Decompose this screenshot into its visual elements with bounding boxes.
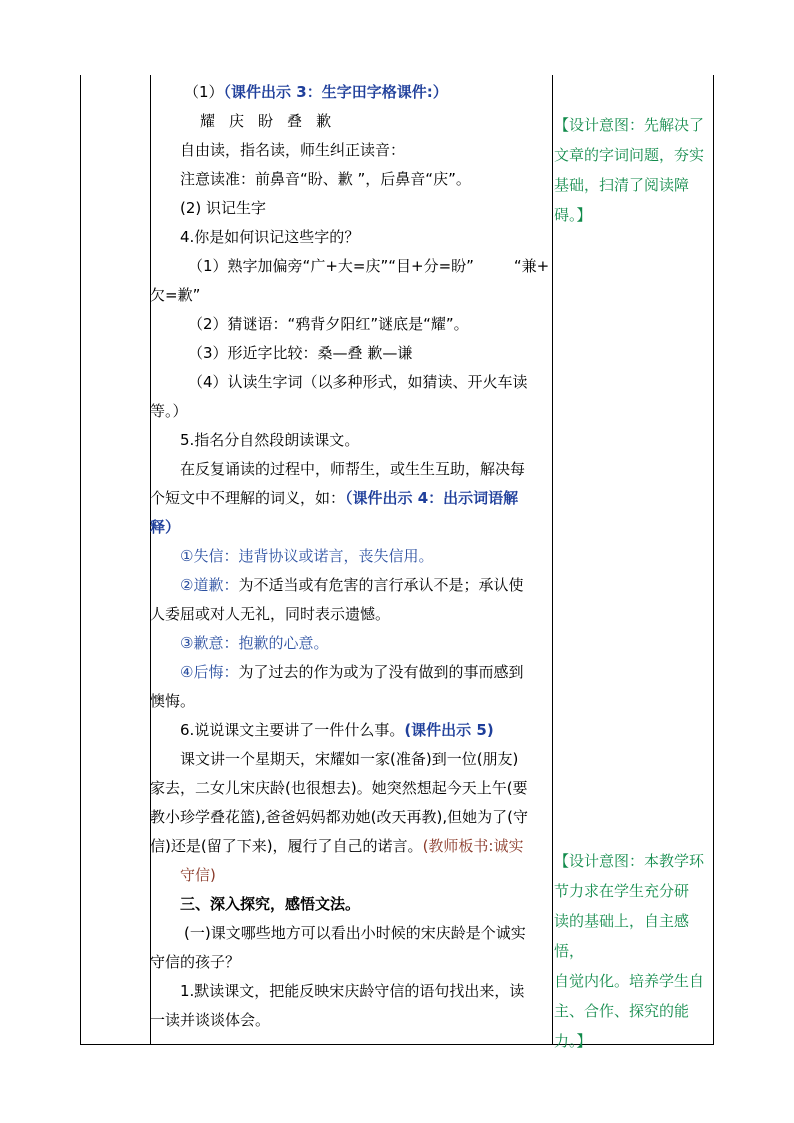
section-memorize: (2) 识记生字: [180, 199, 267, 217]
step-6: [150, 716, 552, 745]
table-border-col2: [552, 75, 553, 1045]
char-item: 歉: [316, 112, 332, 130]
summary-line-3: 教小珍学叠花篮),爸爸妈妈都劝她(改天再教),但她为了(守: [150, 808, 528, 826]
term-daoqian: ②道歉：: [180, 576, 239, 594]
method-3: （3）形近字比较：桑—叠 歉—谦: [188, 344, 413, 362]
note-line: 读的基础上，自主感悟，: [554, 912, 690, 960]
def-daoqian: 为不适当或有危害的言行承认不是；承认使: [238, 576, 524, 594]
method-1-tail: “兼+: [513, 257, 550, 275]
summary-line-2: 家去，二女儿宋庆龄(也很想去)。她突然想起今天上午(要: [150, 779, 528, 797]
definition-2-continued: 人委屈或对人无礼，同时表示遗憾。: [150, 605, 391, 623]
step-number: （1）: [184, 83, 224, 101]
step-5: 5.指名分自然段朗读课文。: [180, 431, 360, 449]
note-line: 文章的字词问题，夯实: [554, 146, 705, 164]
table-border-right: [713, 75, 714, 1045]
note-line: 基础，扫清了阅读障: [554, 176, 690, 194]
reading-instruction: 自由读，指名读，师生纠正读音：: [180, 141, 406, 159]
method-1-continued: 欠=歉”: [150, 286, 201, 304]
method-2: （2）猜谜语：“鸦背夕阳红”谜底是“耀”。: [188, 315, 469, 333]
definition-1: [150, 542, 552, 571]
design-intent-2: [554, 846, 712, 1056]
task-1-continued: 一读并谈谈体会。: [150, 1011, 271, 1029]
def-qianyi: 抱歉的心意。: [238, 634, 329, 652]
courseware-4: （课件出示 4：出示词语解: [345, 489, 519, 507]
section-heading-3: 三、深入探究，感悟文法。: [180, 895, 361, 913]
method-1: [150, 252, 552, 281]
char-item: 盼: [258, 112, 274, 130]
question-1: (一)课文哪些地方可以看出小时候的宋庆龄是个诚实: [184, 924, 526, 942]
courseware-5: (课件出示 5): [404, 721, 494, 739]
step-6-text: 6.说说课文主要讲了一件什么事。: [180, 721, 405, 739]
char-item: 耀: [200, 112, 216, 130]
char-item: 庆: [229, 112, 245, 130]
new-characters: [150, 107, 552, 136]
paragraph-intro: 在反复诵读的过程中，师帮生，或生生互助，解决每: [180, 460, 526, 478]
lesson-content: [150, 78, 552, 1035]
note-line: 【设计意图：先解决了: [554, 116, 705, 134]
summary-line-1: 课文讲一个星期天，宋耀如一家(准备)到一位(朋友): [180, 750, 519, 768]
note-line: 节力求在学生充分研: [554, 882, 690, 900]
intro-text: 个短文中不理解的词义，如：: [150, 489, 346, 507]
method-1-text: （1）熟字加偏旁“广+大=庆”“目+分=盼”: [188, 257, 474, 275]
courseware-4-continued: 释）: [150, 518, 181, 536]
table-border-left: [80, 75, 81, 1045]
definition-4-continued: 懊悔。: [150, 692, 196, 710]
paragraph-intro-continued: [150, 484, 552, 513]
pronunciation-note: 注意读准：前鼻音“盼、歉 ”，后鼻音“庆”。: [180, 170, 471, 188]
method-4-continued: 等。）: [150, 402, 188, 420]
term-houhui: ④后悔：: [180, 663, 239, 681]
board-note: (教师板书:诚实: [422, 837, 524, 855]
courseware-note: （课件出示 3：生字田字格课件:）: [223, 83, 448, 101]
note-line: 【设计意图：本教学环: [554, 852, 705, 870]
definition-2: [150, 571, 552, 600]
question-1-continued: 守信的孩子？: [150, 953, 241, 971]
definition-4: [150, 658, 552, 687]
method-4: （4）认读生字词（以多种形式，如猜读、开火车读: [188, 373, 528, 391]
note-line: 自觉内化。培养学生自: [554, 972, 705, 990]
question-4: 4.你是如何识记这些字的？: [180, 228, 360, 246]
summary-text: 信)还是(留了下来)，履行了自己的诺言。: [150, 837, 423, 855]
char-item: 叠: [287, 112, 303, 130]
task-1: 1.默读课文，把能反映宋庆龄守信的语句找出来，读: [180, 982, 525, 1000]
note-line: 力。】: [554, 1032, 592, 1050]
note-line: 主、合作、探究的能: [554, 1002, 690, 1020]
definition-3: [150, 629, 552, 658]
def-shixin: 违背协议或诺言，丧失信用。: [238, 547, 434, 565]
term-shixin: ①失信：: [180, 547, 239, 565]
term-qianyi: ③歉意：: [180, 634, 239, 652]
board-note-continued: 守信): [180, 866, 216, 884]
note-line: 碍。】: [554, 206, 592, 224]
design-intent-1: [554, 110, 712, 230]
def-houhui: 为了过去的作为或为了没有做到的事而感到: [238, 663, 524, 681]
line-courseware-3: [150, 78, 552, 107]
summary-line-4: [150, 832, 552, 861]
